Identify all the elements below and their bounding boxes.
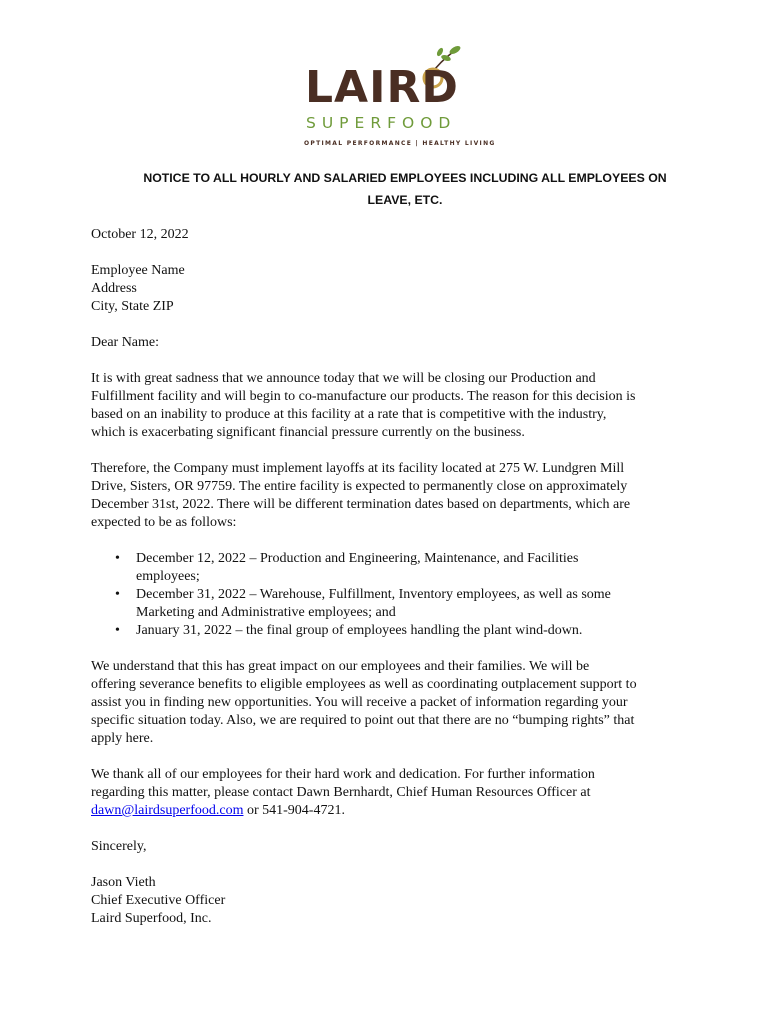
logo-wordmark: LAIRD (305, 62, 459, 113)
paragraph-line: It is with great sadness that we announce today that we will be closing our Production and (91, 371, 596, 386)
paragraph-line: Drive, Sisters, OR 97759. The entire facility is expected to permanently close on approximately (91, 479, 628, 494)
bullet-icon: • (115, 623, 120, 638)
paragraph-closure-announcement (91, 370, 696, 442)
paragraph-line: Fulfillment facility and will begin to co-manufacture our products. The reason for this decision is (91, 389, 636, 404)
paragraph-line (91, 802, 696, 820)
recipient-city: City, State ZIP (91, 299, 174, 314)
notice-heading (90, 167, 720, 211)
email-link[interactable]: dawn@lairdsuperfood.com (91, 803, 244, 818)
list-item (91, 586, 696, 622)
signer-name: Jason Vieth (91, 875, 156, 890)
termination-dates-list (91, 550, 696, 640)
paragraph-layoffs (91, 460, 696, 532)
notice-heading-line1: NOTICE TO ALL HOURLY AND SALARIED EMPLOYEES INCLUDING ALL EMPLOYEES ON (143, 171, 667, 185)
salutation: Dear Name: (91, 335, 160, 350)
paragraph-line: which is exacerbating significant financial pressure currently on the business. (91, 425, 525, 440)
notice-heading-line2: LEAVE, ETC. (367, 193, 443, 207)
logo-graphic (303, 44, 496, 148)
paragraph-line: specific situation today. Also, we are required to point out that there are no “bumping rights” that (91, 713, 635, 728)
logo-subtitle: SUPERFOOD (306, 114, 457, 132)
laird-superfood-logo (303, 44, 496, 148)
paragraph-line: offering severance benefits to eligible employees as well as coordinating outplacement support to (91, 677, 637, 692)
letter-date: October 12, 2022 (91, 227, 189, 242)
paragraph-line: expected to be as follows: (91, 515, 237, 530)
list-item (91, 550, 696, 586)
bullet-icon: • (115, 587, 120, 602)
paragraph-line: We thank all of our employees for their hard work and dedication. For further information (91, 767, 595, 782)
list-item-line: December 12, 2022 – Production and Engineering, Maintenance, and Facilities (136, 551, 579, 566)
paragraph-line: based on an inability to produce at this facility at a rate that is competitive with the industry, (91, 407, 607, 422)
recipient-address (91, 262, 696, 316)
paragraph-line: Therefore, the Company must implement layoffs at its facility located at 275 W. Lundgren Mill (91, 461, 625, 476)
list-item-line: Marketing and Administrative employees; and (136, 605, 396, 620)
signer-title: Chief Executive Officer (91, 893, 226, 908)
bullet-icon: • (115, 551, 120, 566)
closing: Sincerely, (91, 839, 147, 854)
paragraph-line: We understand that this has great impact on our employees and their families. We will be (91, 659, 590, 674)
logo-tagline: OPTIMAL PERFORMANCE | HEALTHY LIVING (304, 140, 496, 147)
list-item (91, 622, 696, 640)
paragraph-line: apply here. (91, 731, 154, 746)
signer-company: Laird Superfood, Inc. (91, 911, 212, 926)
paragraph-contact (91, 766, 696, 820)
paragraph-line: regarding this matter, please contact Dawn Bernhardt, Chief Human Resources Officer at (91, 785, 591, 800)
recipient-street: Address (91, 281, 137, 296)
recipient-name: Employee Name (91, 263, 185, 278)
signature-block (91, 874, 696, 928)
letter-body (91, 226, 696, 928)
paragraph-line: assist you in finding new opportunities. You will receive a packet of information regarding your (91, 695, 628, 710)
list-item-line: December 31, 2022 – Warehouse, Fulfillment, Inventory employees, as well as some (136, 587, 611, 602)
phone-text: or 541-904-4721. (243, 803, 345, 818)
paragraph-severance (91, 658, 696, 748)
list-item-line: January 31, 2022 – the final group of employees handling the plant wind-down. (136, 623, 583, 638)
paragraph-line: December 31st, 2022. There will be different termination dates based on departments, which are (91, 497, 631, 512)
list-item-line: employees; (136, 569, 200, 584)
